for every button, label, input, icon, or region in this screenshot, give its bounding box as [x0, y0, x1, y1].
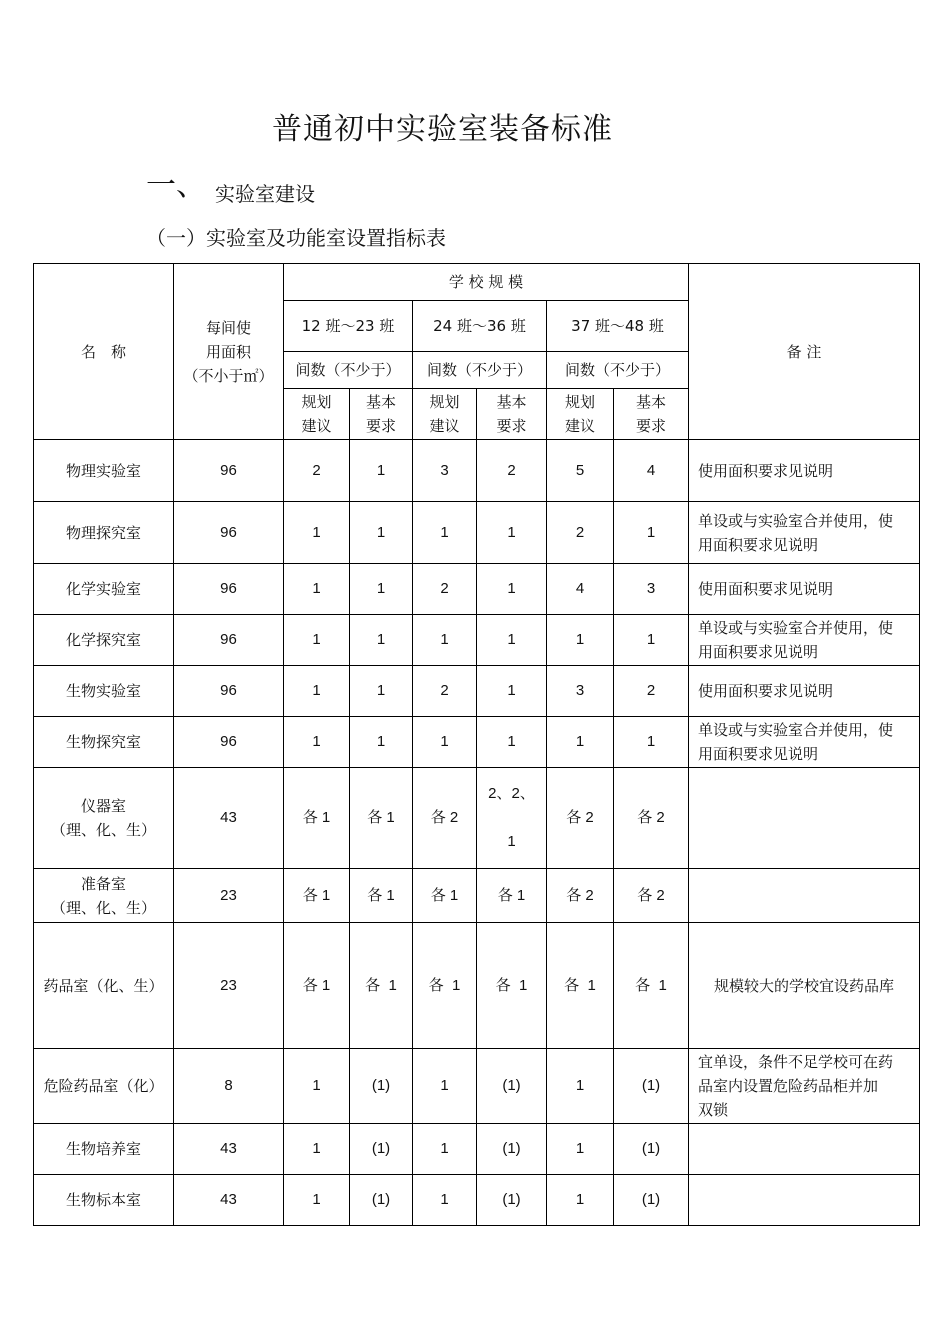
- room-count: 1: [547, 615, 614, 666]
- section-title: 实验室建设: [215, 182, 315, 206]
- header-plan-3: 规划 建议: [547, 389, 614, 440]
- room-remark: [689, 1175, 920, 1226]
- room-count: 3: [614, 564, 689, 615]
- room-count: 2、2、 1: [477, 768, 547, 869]
- room-count: 各 1: [614, 923, 689, 1049]
- header-school-scale: 学 校 规 模: [284, 264, 689, 301]
- room-count: 各 1: [477, 923, 547, 1049]
- room-count: 各 2: [547, 869, 614, 923]
- room-count: 1: [477, 564, 547, 615]
- room-count: 1: [614, 615, 689, 666]
- room-area: 96: [174, 440, 284, 502]
- room-count: 1: [284, 717, 350, 768]
- table-row: [34, 564, 920, 615]
- room-count: 1: [547, 1175, 614, 1226]
- header-area: 每间使 用面积 （不小于㎡）: [174, 264, 284, 440]
- room-count: 4: [614, 440, 689, 502]
- room-count: 1: [284, 666, 350, 717]
- room-remark: 宜单设，条件不足学校可在药 品室内设置危险药品柜并加 双锁: [689, 1049, 920, 1124]
- room-count: 各 2: [614, 768, 689, 869]
- table-row: [34, 869, 920, 923]
- room-area: 96: [174, 502, 284, 564]
- room-name: 化学实验室: [34, 564, 174, 615]
- room-name: 危险药品室（化）: [34, 1049, 174, 1124]
- room-count: 3: [413, 440, 477, 502]
- room-remark: 使用面积要求见说明: [689, 440, 920, 502]
- page-title: 普通初中实验室装备标准: [272, 112, 613, 147]
- room-area: 23: [174, 923, 284, 1049]
- table-row: [34, 717, 920, 768]
- room-name: 生物探究室: [34, 717, 174, 768]
- room-remark: 单设或与实验室合并使用，使 用面积要求见说明: [689, 615, 920, 666]
- room-count: 各 2: [614, 869, 689, 923]
- room-area: 43: [174, 1124, 284, 1175]
- room-area: 43: [174, 768, 284, 869]
- room-remark: [689, 869, 920, 923]
- room-count: 1: [350, 440, 413, 502]
- room-area: 96: [174, 615, 284, 666]
- header-scale-group-1: 12 班～23 班: [284, 301, 413, 352]
- room-count: 2: [413, 666, 477, 717]
- room-count: 1: [477, 666, 547, 717]
- room-remark: 规模较大的学校宜设药品库: [689, 923, 920, 1049]
- table-row: [34, 666, 920, 717]
- subsection-title: （一）实验室及功能室设置指标表: [146, 226, 446, 250]
- room-count: 2: [413, 564, 477, 615]
- room-name: 准备室 （理、化、生）: [34, 869, 174, 923]
- room-remark: [689, 1124, 920, 1175]
- room-remark: 单设或与实验室合并使用，使 用面积要求见说明: [689, 502, 920, 564]
- room-count: 1: [350, 564, 413, 615]
- table-row: [34, 502, 920, 564]
- room-name: 药品室（化、生）: [34, 923, 174, 1049]
- header-basic-2: 基本 要求: [477, 389, 547, 440]
- room-count: (1): [614, 1124, 689, 1175]
- room-count: 2: [614, 666, 689, 717]
- room-count: 各 1: [413, 923, 477, 1049]
- header-scale-group-2: 24 班～36 班: [413, 301, 547, 352]
- header-count-3: 间数（不少于）: [547, 352, 689, 389]
- room-count: 各 1: [350, 768, 413, 869]
- room-area: 96: [174, 564, 284, 615]
- room-count: 1: [284, 1049, 350, 1124]
- room-remark: 单设或与实验室合并使用，使 用面积要求见说明: [689, 717, 920, 768]
- room-area: 23: [174, 869, 284, 923]
- header-basic-3: 基本 要求: [614, 389, 689, 440]
- room-count: 2: [547, 502, 614, 564]
- room-name: 生物标本室: [34, 1175, 174, 1226]
- section-number: 一、: [146, 168, 206, 203]
- table-row: [34, 1175, 920, 1226]
- room-count: 1: [350, 502, 413, 564]
- room-count: 各 1: [477, 869, 547, 923]
- room-count: 2: [477, 440, 547, 502]
- room-area: 96: [174, 717, 284, 768]
- room-name: 化学探究室: [34, 615, 174, 666]
- room-count: (1): [614, 1049, 689, 1124]
- room-count: 1: [614, 717, 689, 768]
- room-name: 生物实验室: [34, 666, 174, 717]
- room-count: 1: [350, 717, 413, 768]
- room-count: 1: [350, 666, 413, 717]
- header-plan-1: 规划 建议: [284, 389, 350, 440]
- room-count: 4: [547, 564, 614, 615]
- room-count: 1: [413, 1175, 477, 1226]
- room-remark: [689, 768, 920, 869]
- room-area: 96: [174, 666, 284, 717]
- room-count: 2: [284, 440, 350, 502]
- room-count: 1: [413, 717, 477, 768]
- header-plan-2: 规划 建议: [413, 389, 477, 440]
- room-count: (1): [477, 1175, 547, 1226]
- header-basic-1: 基本 要求: [350, 389, 413, 440]
- room-name: 物理实验室: [34, 440, 174, 502]
- room-remark: 使用面积要求见说明: [689, 564, 920, 615]
- room-count: 各 1: [284, 923, 350, 1049]
- room-count: 1: [413, 1124, 477, 1175]
- room-count: 1: [284, 564, 350, 615]
- room-count: 各 2: [413, 768, 477, 869]
- room-area: 43: [174, 1175, 284, 1226]
- room-count: 各 2: [547, 768, 614, 869]
- room-count: 1: [614, 502, 689, 564]
- room-count: (1): [350, 1124, 413, 1175]
- room-count: (1): [350, 1175, 413, 1226]
- room-count: 1: [547, 717, 614, 768]
- room-area: 8: [174, 1049, 284, 1124]
- room-count: 各 1: [547, 923, 614, 1049]
- room-count: 1: [547, 1124, 614, 1175]
- table-row: [34, 615, 920, 666]
- room-count: 1: [284, 1175, 350, 1226]
- room-count: 1: [284, 615, 350, 666]
- room-count: 1: [284, 1124, 350, 1175]
- room-name: 物理探究室: [34, 502, 174, 564]
- header-name: 名 称: [34, 264, 174, 440]
- table-row: [34, 1049, 920, 1124]
- room-count: 5: [547, 440, 614, 502]
- header-count-1: 间数（不少于）: [284, 352, 413, 389]
- room-count: 各 1: [350, 869, 413, 923]
- room-count: 1: [413, 502, 477, 564]
- header-row-1: [34, 264, 920, 301]
- room-count: 各 1: [284, 768, 350, 869]
- header-remarks: 备 注: [689, 264, 920, 440]
- room-count: 1: [477, 615, 547, 666]
- room-count: (1): [614, 1175, 689, 1226]
- room-count: (1): [477, 1124, 547, 1175]
- room-name: 仪器室 （理、化、生）: [34, 768, 174, 869]
- room-count: (1): [350, 1049, 413, 1124]
- room-count: 1: [477, 717, 547, 768]
- table-row: [34, 1124, 920, 1175]
- header-count-2: 间数（不少于）: [413, 352, 547, 389]
- room-count: 1: [547, 1049, 614, 1124]
- room-count: 各 1: [413, 869, 477, 923]
- room-count: 3: [547, 666, 614, 717]
- room-count: 1: [284, 502, 350, 564]
- room-count: 1: [413, 1049, 477, 1124]
- table-row: [34, 923, 920, 1049]
- room-count: 1: [477, 502, 547, 564]
- room-count: 1: [350, 615, 413, 666]
- table-row: [34, 768, 920, 869]
- room-remark: 使用面积要求见说明: [689, 666, 920, 717]
- lab-settings-table: [33, 263, 920, 1226]
- room-count: 各 1: [350, 923, 413, 1049]
- room-name: 生物培养室: [34, 1124, 174, 1175]
- room-count: 1: [413, 615, 477, 666]
- room-count: 各 1: [284, 869, 350, 923]
- table-row: [34, 440, 920, 502]
- header-scale-group-3: 37 班～48 班: [547, 301, 689, 352]
- room-count: (1): [477, 1049, 547, 1124]
